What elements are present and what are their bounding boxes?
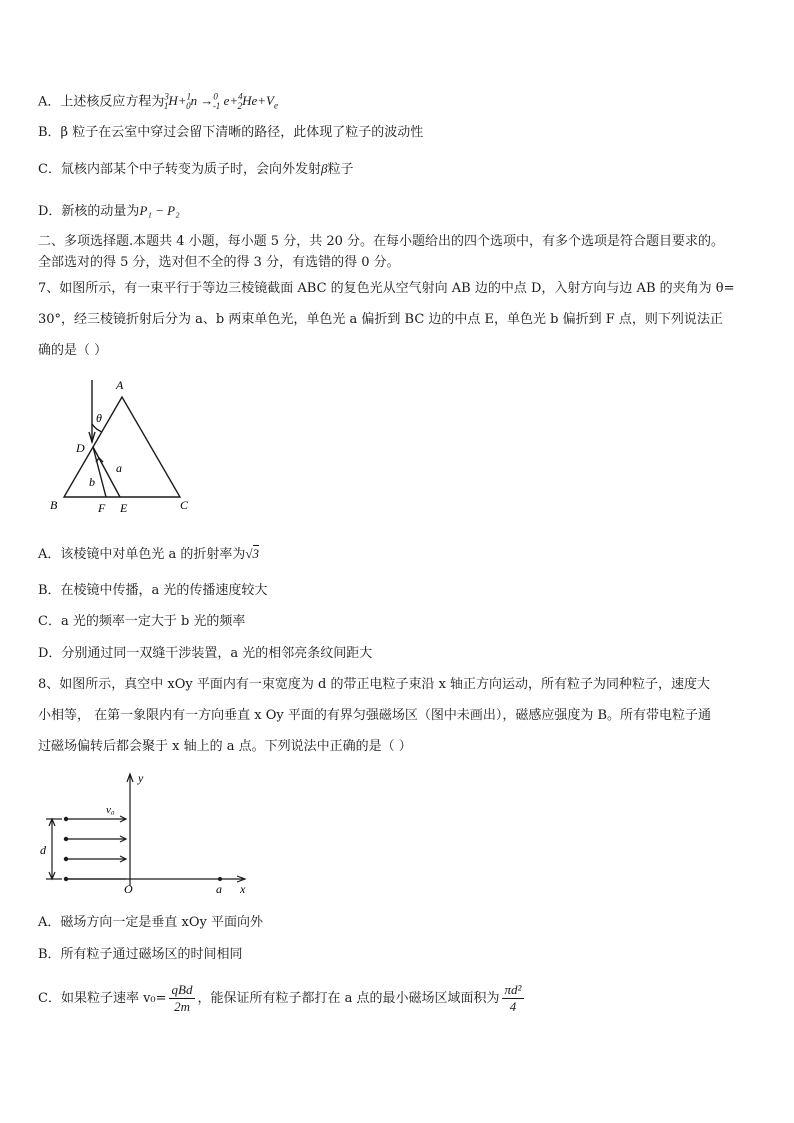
label-point-a: a <box>216 882 222 896</box>
label-x: x <box>240 882 246 896</box>
particle-dot-2 <box>64 837 68 841</box>
fraction-qbd-2m: $\frac{\text{qBd}}{2m}$ <box>169 982 196 1015</box>
q7-stem-line1: 7、如图所示，有一束平行于等边三棱镜截面 ABC 的复色光从空气射向 AB 边的中点 D，入射方向与边 AB 的夹角为 θ= <box>38 281 735 296</box>
q6-option-a: A．上述核反应方程为$^3_1$H+$^1_0$n →$^0_{-1}$ $e+^4_2He+V_e$ <box>38 92 278 111</box>
section2-line2: 全部选对的得 5 分，选对但不全的得 3 分，有选错的得 0 分。 <box>38 255 400 270</box>
q8-stem-line1: 8、如图所示，真空中 xOy 平面内有一束宽度为 d 的带正电粒子束沿 x 轴正方向运动，所有粒子为同种粒子，速度大 <box>38 677 711 692</box>
q8-option-a: A．磁场方向一定是垂直 xOy 平面向外 <box>38 915 263 930</box>
label-B: B <box>50 498 58 512</box>
label-d: d <box>40 843 46 857</box>
q8-option-b: B．所有粒子通过磁场区的时间相同 <box>38 947 243 962</box>
q7-option-d: D．分别通过同一双缝干涉装置，a 光的相邻亮条纹间距大 <box>38 646 373 661</box>
q6-option-b: B．β 粒子在云室中穿过会留下清晰的路径，此体现了粒子的波动性 <box>38 125 424 140</box>
theta-arc <box>92 424 102 432</box>
label-b: b <box>89 475 95 489</box>
q6-option-c: C．氚核内部某个中子转变为质子时，会向外发射β粒子 <box>38 161 354 177</box>
q8-stem-line3: 过磁场偏转后都会聚于 x 轴上的 a 点。下列说法中正确的是（ ） <box>38 739 412 754</box>
label-C: C <box>180 498 189 512</box>
sqrt-sign: √3 <box>245 546 260 561</box>
particle-dot-1 <box>64 817 68 821</box>
q7-prism-figure <box>40 372 200 517</box>
fraction-area: $\frac{\text{πd²}}{4}$ <box>502 982 525 1015</box>
label-F: F <box>98 501 106 515</box>
label-E: E <box>120 501 128 515</box>
label-O: O <box>124 882 133 896</box>
point-a-dot <box>218 877 222 881</box>
label-v0: v₀ <box>106 804 115 816</box>
q6-option-d: D．新核的动量为P₁ − P₂ <box>38 203 180 219</box>
particle-dot-3 <box>64 857 68 861</box>
label-A: A <box>116 378 124 392</box>
q7-option-a: A．该棱镜中对单色光 a 的折射率为√3 <box>38 546 260 562</box>
q7-stem-line2: 30°，经三棱镜折射后分为 a、b 两束单色光，单色光 a 偏折到 BC 边的中点 E，单色光 b 偏折到 F 点，则下列说法正 <box>38 312 723 327</box>
q7-stem-line3: 确的是（ ） <box>38 343 108 358</box>
label-y: y <box>138 771 144 785</box>
q6-equation: $^3_1$H+$^1_0$n →$^0_{-1}$ $e+^4_2He+V_e$ <box>163 92 278 111</box>
label-theta: θ <box>96 411 102 425</box>
section2-line1: 二、多项选择题.本题共 4 小题，每小题 5 分，共 20 分。在每小题给出的四个选项中，有多个选项是符合题目要求的。 <box>38 234 725 249</box>
label-D: D <box>76 441 85 455</box>
q7-option-b: B．在棱镜中传播，a 光的传播速度较大 <box>38 583 268 598</box>
q8-stem-line2: 小相等， 在第一象限内有一方向垂直 x Oy 平面的有界匀强磁场区（图中未画出），磁感应强度为 B。所有带电粒子通 <box>38 708 712 723</box>
q8-option-c: C．如果粒子速率 v₀= $\frac{\text{qBd}}{2m}$ ，能保证所有粒子都打在 a 点的最小磁场区域面积为 $\frac{\text{πd²}}{4}$ <box>38 982 526 1016</box>
particle-dot-4 <box>64 877 68 881</box>
ray-b <box>93 447 106 497</box>
q7-option-c: C．a 光的频率一定大于 b 光的频率 <box>38 614 246 629</box>
label-a: a <box>116 461 122 475</box>
q8-beam-figure <box>40 768 260 898</box>
